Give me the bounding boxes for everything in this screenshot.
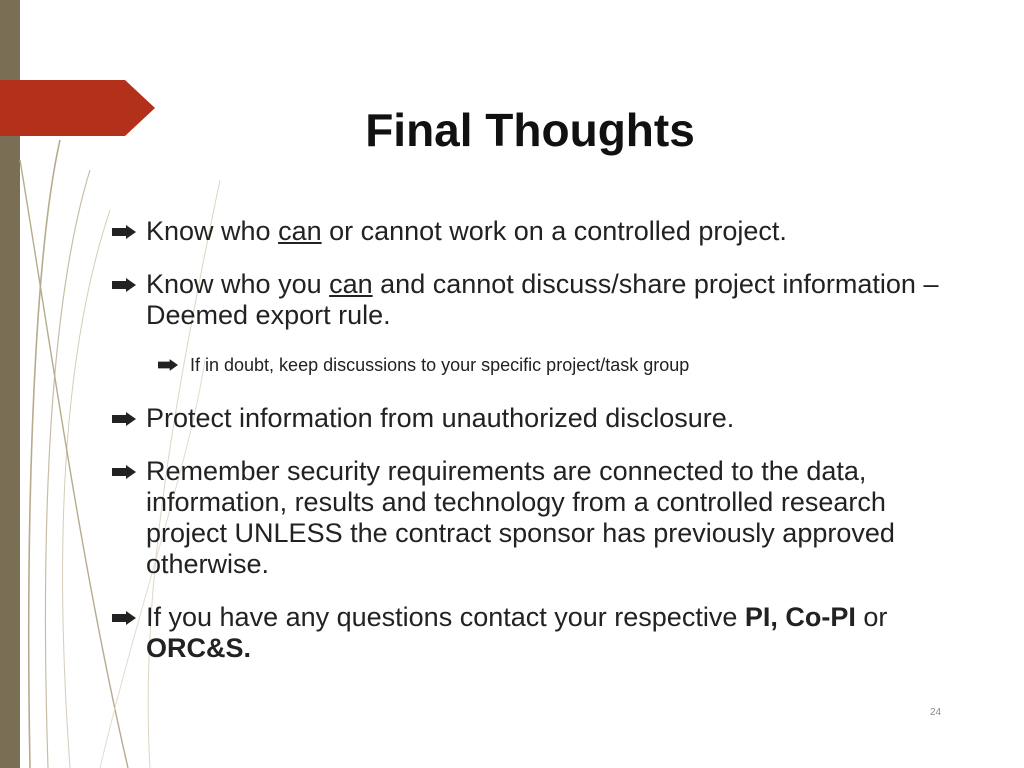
bullet-text: or cannot work on a controlled project. (321, 216, 787, 246)
bullet-text: If you have any questions contact your respective (146, 602, 745, 632)
arrow-bullet-icon (112, 611, 136, 625)
bullet-item (112, 269, 942, 331)
arrow-bullet-icon (112, 225, 136, 239)
bullet-item (112, 602, 942, 664)
arrow-bullet-icon (158, 359, 178, 371)
bullet-list (112, 216, 942, 686)
page-number: 24 (930, 707, 942, 718)
arrow-bullet-icon (112, 412, 136, 426)
bullet-item (112, 216, 942, 247)
title-accent-arrow (0, 80, 155, 136)
bold-contact: ORC&S. (146, 633, 252, 663)
slide-title: Final Thoughts (365, 104, 695, 156)
bullet-text: Remember security requirements are connected to the data, information, results and technology from a controlled research project UNLESS the contract sponsor has previously approved otherwise. (146, 456, 895, 579)
sub-bullet-item (158, 353, 942, 377)
bullet-text: and cannot discuss/share project information – Deemed export rule. (146, 269, 939, 330)
underlined-word: can (329, 269, 373, 299)
bullet-text: Know who (146, 216, 279, 246)
underlined-word: can (278, 216, 322, 246)
bullet-text: If in doubt, keep discussions to your specific project/task group (190, 355, 690, 375)
bullet-item (112, 403, 942, 434)
arrow-bullet-icon (112, 278, 136, 292)
arrow-bullet-icon (112, 465, 136, 479)
bullet-text: or (855, 602, 888, 632)
bold-contact: PI, Co-PI (744, 602, 856, 632)
bullet-text: Know who you (146, 269, 330, 299)
bullet-text: Protect information from unauthorized disclosure. (146, 403, 735, 433)
bullet-item (112, 456, 942, 580)
